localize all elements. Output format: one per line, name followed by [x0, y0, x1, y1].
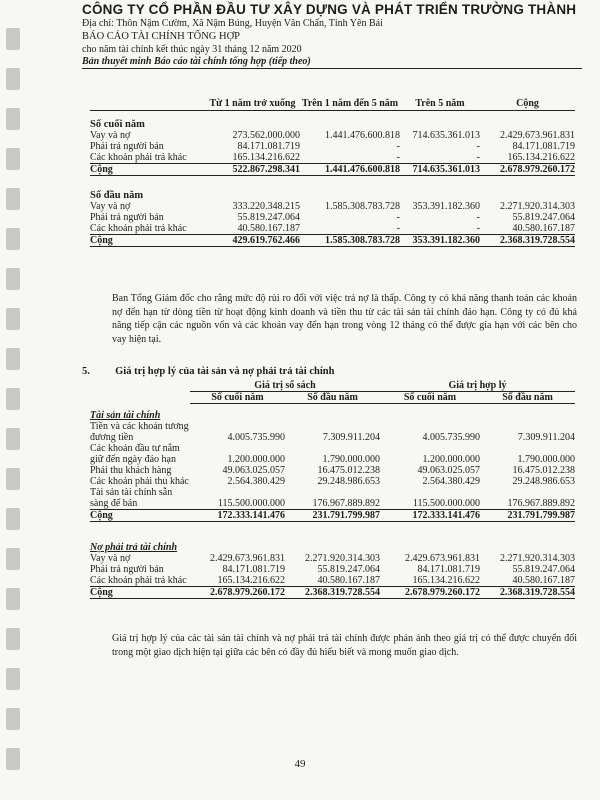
- cell-value: 29.248.986.653: [512, 476, 575, 487]
- cell-value: 4.005.735.990: [422, 432, 480, 443]
- cell-value: 4.005.735.990: [227, 432, 285, 443]
- report-period: cho năm tài chính kết thúc ngày 31 tháng 12 năm 2020: [82, 44, 302, 55]
- cell-value: 55.819.247.064: [512, 212, 575, 223]
- cell-value: 2.429.673.961.831: [210, 553, 285, 564]
- binder-hole: [6, 668, 20, 690]
- cell-value: -: [476, 141, 480, 152]
- total-label: Cộng: [90, 510, 190, 522]
- cell-value: 40.580.167.187: [512, 575, 575, 586]
- fv-col-header: Số đầu năm: [480, 392, 575, 404]
- company-name: CÔNG TY CỔ PHẦN ĐẦU TƯ XÂY DỰNG VÀ PHÁT TRIỂN TRƯỜNG THÀNH: [82, 2, 577, 17]
- fv-label-header: [90, 380, 190, 392]
- cell-value: 16.475.012.238: [512, 465, 575, 476]
- cell-value: 49.063.025.057: [222, 465, 285, 476]
- cell-value: 1.200.000.000: [422, 454, 480, 465]
- document-header: [82, 2, 582, 69]
- cell-value: 49.063.025.057: [417, 465, 480, 476]
- total-value: 172.333.141.476: [190, 510, 285, 522]
- cell-value: 2.429.673.961.831: [405, 553, 480, 564]
- maturity-table: [90, 98, 575, 247]
- binder-holes: [6, 10, 24, 790]
- row-label: Phải trả người bán: [90, 141, 164, 152]
- row-label: Vay và nợ: [90, 201, 131, 212]
- cell-value: -: [476, 223, 480, 234]
- total-value: 2.678.979.260.172: [380, 587, 480, 599]
- total-value: 1.585.308.783.728: [300, 235, 400, 247]
- table-row: [90, 141, 575, 152]
- table-row: [90, 465, 575, 476]
- binder-hole: [6, 708, 20, 730]
- company-address: Địa chỉ: Thôn Nậm Cườm, Xã Nậm Búng, Huyện Văn Chấn, Tỉnh Yên Bái: [82, 18, 383, 29]
- binder-hole: [6, 348, 20, 370]
- cell-value: 55.819.247.064: [512, 564, 575, 575]
- cell-value: 2.564.380.429: [227, 476, 285, 487]
- cell-value: -: [476, 152, 480, 163]
- maturity-col-header: Trên 5 năm: [400, 98, 480, 111]
- cell-value: 273.562.000.000: [232, 130, 300, 141]
- table-row: [90, 223, 575, 235]
- cell-value: 55.819.247.064: [317, 564, 380, 575]
- row-label: Các khoản phải trả khác: [90, 575, 187, 586]
- binder-hole: [6, 148, 20, 170]
- cell-value: 7.309.911.204: [322, 432, 380, 443]
- cell-value: 84.171.081.719: [222, 564, 285, 575]
- binder-hole: [6, 228, 20, 250]
- table-row: [90, 421, 575, 443]
- cell-value: 176.967.889.892: [312, 498, 380, 509]
- cell-value: 2.271.920.314.303: [500, 553, 575, 564]
- total-value: 2.678.979.260.172: [190, 587, 285, 599]
- cell-value: 115.500.000.000: [412, 498, 480, 509]
- total-label: Cộng: [90, 235, 205, 247]
- binder-hole: [6, 468, 20, 490]
- binder-hole: [6, 588, 20, 610]
- cell-value: 1.790.000.000: [322, 454, 380, 465]
- group-title: Số đầu năm: [90, 190, 144, 201]
- row-label: Phải trả người bán: [90, 564, 164, 575]
- row-label: Các khoản đầu tư nắm giữ đến ngày đáo hạn: [90, 443, 180, 465]
- total-value: 1.441.476.600.818: [300, 164, 400, 176]
- total-row: [90, 510, 575, 522]
- cell-value: 165.134.216.622: [217, 575, 285, 586]
- row-label: Tài sản tài chính sẵn sàng để bán: [90, 487, 173, 509]
- cell-value: 333.220.348.215: [232, 201, 300, 212]
- binder-hole: [6, 268, 20, 290]
- cell-value: 115.500.000.000: [217, 498, 285, 509]
- table-row: [90, 152, 575, 164]
- fv-col-header: Số cuối năm: [380, 392, 480, 404]
- table-row: [90, 201, 575, 212]
- cell-value: 2.271.920.314.303: [500, 201, 575, 212]
- table-row: [90, 575, 575, 587]
- cell-value: 714.635.361.013: [412, 130, 480, 141]
- total-row: [90, 164, 575, 176]
- cell-value: 1.790.000.000: [517, 454, 575, 465]
- total-value: 353.391.182.360: [400, 235, 480, 247]
- fv-col-header: Số cuối năm: [190, 392, 285, 404]
- cell-value: 84.171.081.719: [512, 141, 575, 152]
- fv-label-subheader: [90, 392, 190, 404]
- cell-value: 16.475.012.238: [317, 465, 380, 476]
- total-value: 522.867.298.341: [205, 164, 300, 176]
- cell-value: -: [396, 152, 400, 163]
- maturity-col-header: Từ 1 năm trở xuống: [205, 98, 300, 111]
- total-value: 2.368.319.728.554: [285, 587, 380, 599]
- table-row: [90, 476, 575, 487]
- cell-value: 2.429.673.961.831: [500, 130, 575, 141]
- section-title: Giá trị hợp lý của tài sản và nợ phải trả tài chính: [115, 366, 335, 377]
- row-label: Vay và nợ: [90, 130, 131, 141]
- liquidity-risk-paragraph: Ban Tổng Giám đốc cho rằng mức độ rủi ro đối với việc trả nợ là thấp. Công ty có khả năng thanh toán các khoản nợ đến hạn từ dòng tiền từ hoạt động kinh doanh và tiền thu từ các tài sản tài chính đáo hạn. Công ty có đủ khả năng tiếp cận các nguồn vốn và các khoản vay đến hạn trong vòng 12 tháng có thể được gia hạn với các bên cho vay hiện tại.: [112, 293, 577, 345]
- table-row: [90, 130, 575, 141]
- total-row: [90, 235, 575, 247]
- cell-value: 1.441.476.600.818: [325, 130, 400, 141]
- row-label: Các khoản phải trả khác: [90, 152, 187, 163]
- total-value: 714.635.361.013: [400, 164, 480, 176]
- total-label: Cộng: [90, 164, 205, 176]
- binder-hole: [6, 428, 20, 450]
- cell-value: 1.200.000.000: [227, 454, 285, 465]
- page-number: 49: [294, 758, 306, 770]
- binder-hole: [6, 108, 20, 130]
- total-value: 231.791.799.987: [480, 510, 575, 522]
- group-title: Số cuối năm: [90, 119, 145, 130]
- cell-value: 40.580.167.187: [317, 575, 380, 586]
- total-value: 2.368.319.728.554: [480, 587, 575, 599]
- cell-value: 1.585.308.783.728: [325, 201, 400, 212]
- section-heading: [82, 366, 334, 377]
- cell-value: 7.309.911.204: [517, 432, 575, 443]
- binder-hole: [6, 548, 20, 570]
- fv-group-header-fair: Giá trị hợp lý: [380, 380, 575, 392]
- cell-value: -: [396, 223, 400, 234]
- binder-hole: [6, 388, 20, 410]
- cell-value: -: [396, 141, 400, 152]
- table-row: [90, 487, 575, 510]
- total-value: 2.678.979.260.172: [480, 164, 575, 176]
- maturity-col-header: Trên 1 năm đến 5 năm: [301, 98, 399, 109]
- row-label: Các khoản phải thu khác: [90, 476, 189, 487]
- total-value: 429.619.762.466: [205, 235, 300, 247]
- total-value: 172.333.141.476: [380, 510, 480, 522]
- liabilities-title: Nợ phải trả tài chính: [90, 542, 178, 553]
- cell-value: -: [396, 212, 400, 223]
- cell-value: 176.967.889.892: [507, 498, 575, 509]
- assets-title: Tài sản tài chính: [90, 410, 161, 421]
- total-value: 231.791.799.987: [285, 510, 380, 522]
- table-row: [90, 443, 575, 465]
- cell-value: 40.580.167.187: [512, 223, 575, 234]
- binder-hole: [6, 68, 20, 90]
- row-label: Phải thu khách hàng: [90, 465, 172, 476]
- binder-hole: [6, 628, 20, 650]
- cell-value: 2.271.920.314.303: [305, 553, 380, 564]
- cell-value: 55.819.247.064: [237, 212, 300, 223]
- table-row: [90, 212, 575, 223]
- binder-hole: [6, 508, 20, 530]
- maturity-col-header: Cộng: [480, 98, 575, 111]
- cell-value: 165.134.216.622: [232, 152, 300, 163]
- total-value: 2.368.319.728.554: [480, 235, 575, 247]
- binder-hole: [6, 28, 20, 50]
- fv-col-header: Số đầu năm: [285, 392, 380, 404]
- cell-value: -: [476, 212, 480, 223]
- table-row: [90, 553, 575, 564]
- notes-subheading: Bản thuyết minh Báo cáo tài chính tổng hợp (tiếp theo): [82, 56, 582, 69]
- maturity-label-header: [90, 98, 205, 111]
- row-label: Vay và nợ: [90, 553, 131, 564]
- cell-value: 165.134.216.622: [412, 575, 480, 586]
- cell-value: 84.171.081.719: [417, 564, 480, 575]
- report-title: BÁO CÁO TÀI CHÍNH TỔNG HỢP: [82, 31, 240, 42]
- fair-value-table: [90, 380, 575, 599]
- row-label: Tiền và các khoản tương đương tiền: [90, 421, 189, 443]
- total-label: Cộng: [90, 587, 190, 599]
- binder-hole: [6, 308, 20, 330]
- total-row: [90, 587, 575, 599]
- fair-value-paragraph: Giá trị hợp lý của các tài sản tài chính và nợ phải trả tài chính được phản ánh theo giá trị có thể được chuyển đổi trong một giao dịch hiện tại giữa các bên có đầy đủ hiểu biết và mong muốn giao dịch.: [112, 633, 577, 658]
- cell-value: 84.171.081.719: [237, 141, 300, 152]
- binder-hole: [6, 188, 20, 210]
- table-row: [90, 564, 575, 575]
- fv-group-header-book: Giá trị sổ sách: [190, 380, 380, 392]
- section-number: 5.: [82, 366, 90, 377]
- row-label: Các khoản phải trả khác: [90, 223, 187, 234]
- cell-value: 29.248.986.653: [317, 476, 380, 487]
- row-label: Phải trả người bán: [90, 212, 164, 223]
- cell-value: 40.580.167.187: [237, 223, 300, 234]
- cell-value: 353.391.182.360: [412, 201, 480, 212]
- cell-value: 165.134.216.622: [507, 152, 575, 163]
- cell-value: 2.564.380.429: [422, 476, 480, 487]
